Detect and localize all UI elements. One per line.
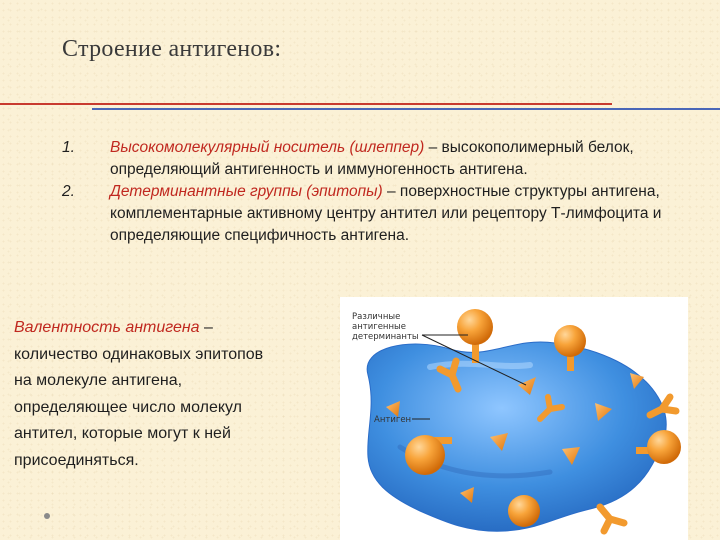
- determinant-ball-5: [508, 495, 540, 527]
- antigen-label: Антиген: [374, 415, 412, 425]
- title-divider-blue: [92, 108, 720, 110]
- list-item-term: Высокомолекулярный носитель (шлеппер): [110, 139, 425, 156]
- antigen-diagram: [340, 297, 688, 540]
- valence-term: Валентность антигена: [14, 319, 200, 336]
- list-item: [62, 181, 662, 247]
- determinants-label-line-3: детерминанты: [352, 332, 419, 342]
- list-item-number: 1.: [62, 139, 75, 156]
- bullet-dot: [44, 513, 50, 519]
- title-divider-red: [0, 103, 612, 105]
- determinants-label-line-1: Различные: [352, 312, 401, 322]
- list-item-number: 2.: [62, 183, 75, 200]
- list-item-definition: – высокополимерный белок, определяющий антигенность и иммуногенность антигена.: [110, 139, 634, 178]
- list-item-definition: – поверхностные структуры антигена, комплементарные активному центру антител или рецептору Т-лимфоцита и определяющие специфичность антигена.: [110, 183, 662, 244]
- determinants-label-line-2: антигенные: [352, 322, 406, 332]
- valence-paragraph: [14, 315, 284, 474]
- list-item-term: Детерминантные группы (эпитопы): [110, 183, 383, 200]
- valence-definition: – количество одинаковых эпитопов на молекуле антигена, определяющее число молекул антител, которые могут к ней присоединяться.: [14, 319, 264, 469]
- structure-list: [62, 137, 662, 247]
- list-item: [62, 137, 662, 181]
- antigen-illustration: [340, 297, 688, 540]
- slide-title: Строение антигенов:: [62, 36, 282, 62]
- determinant-y-3: [600, 507, 624, 531]
